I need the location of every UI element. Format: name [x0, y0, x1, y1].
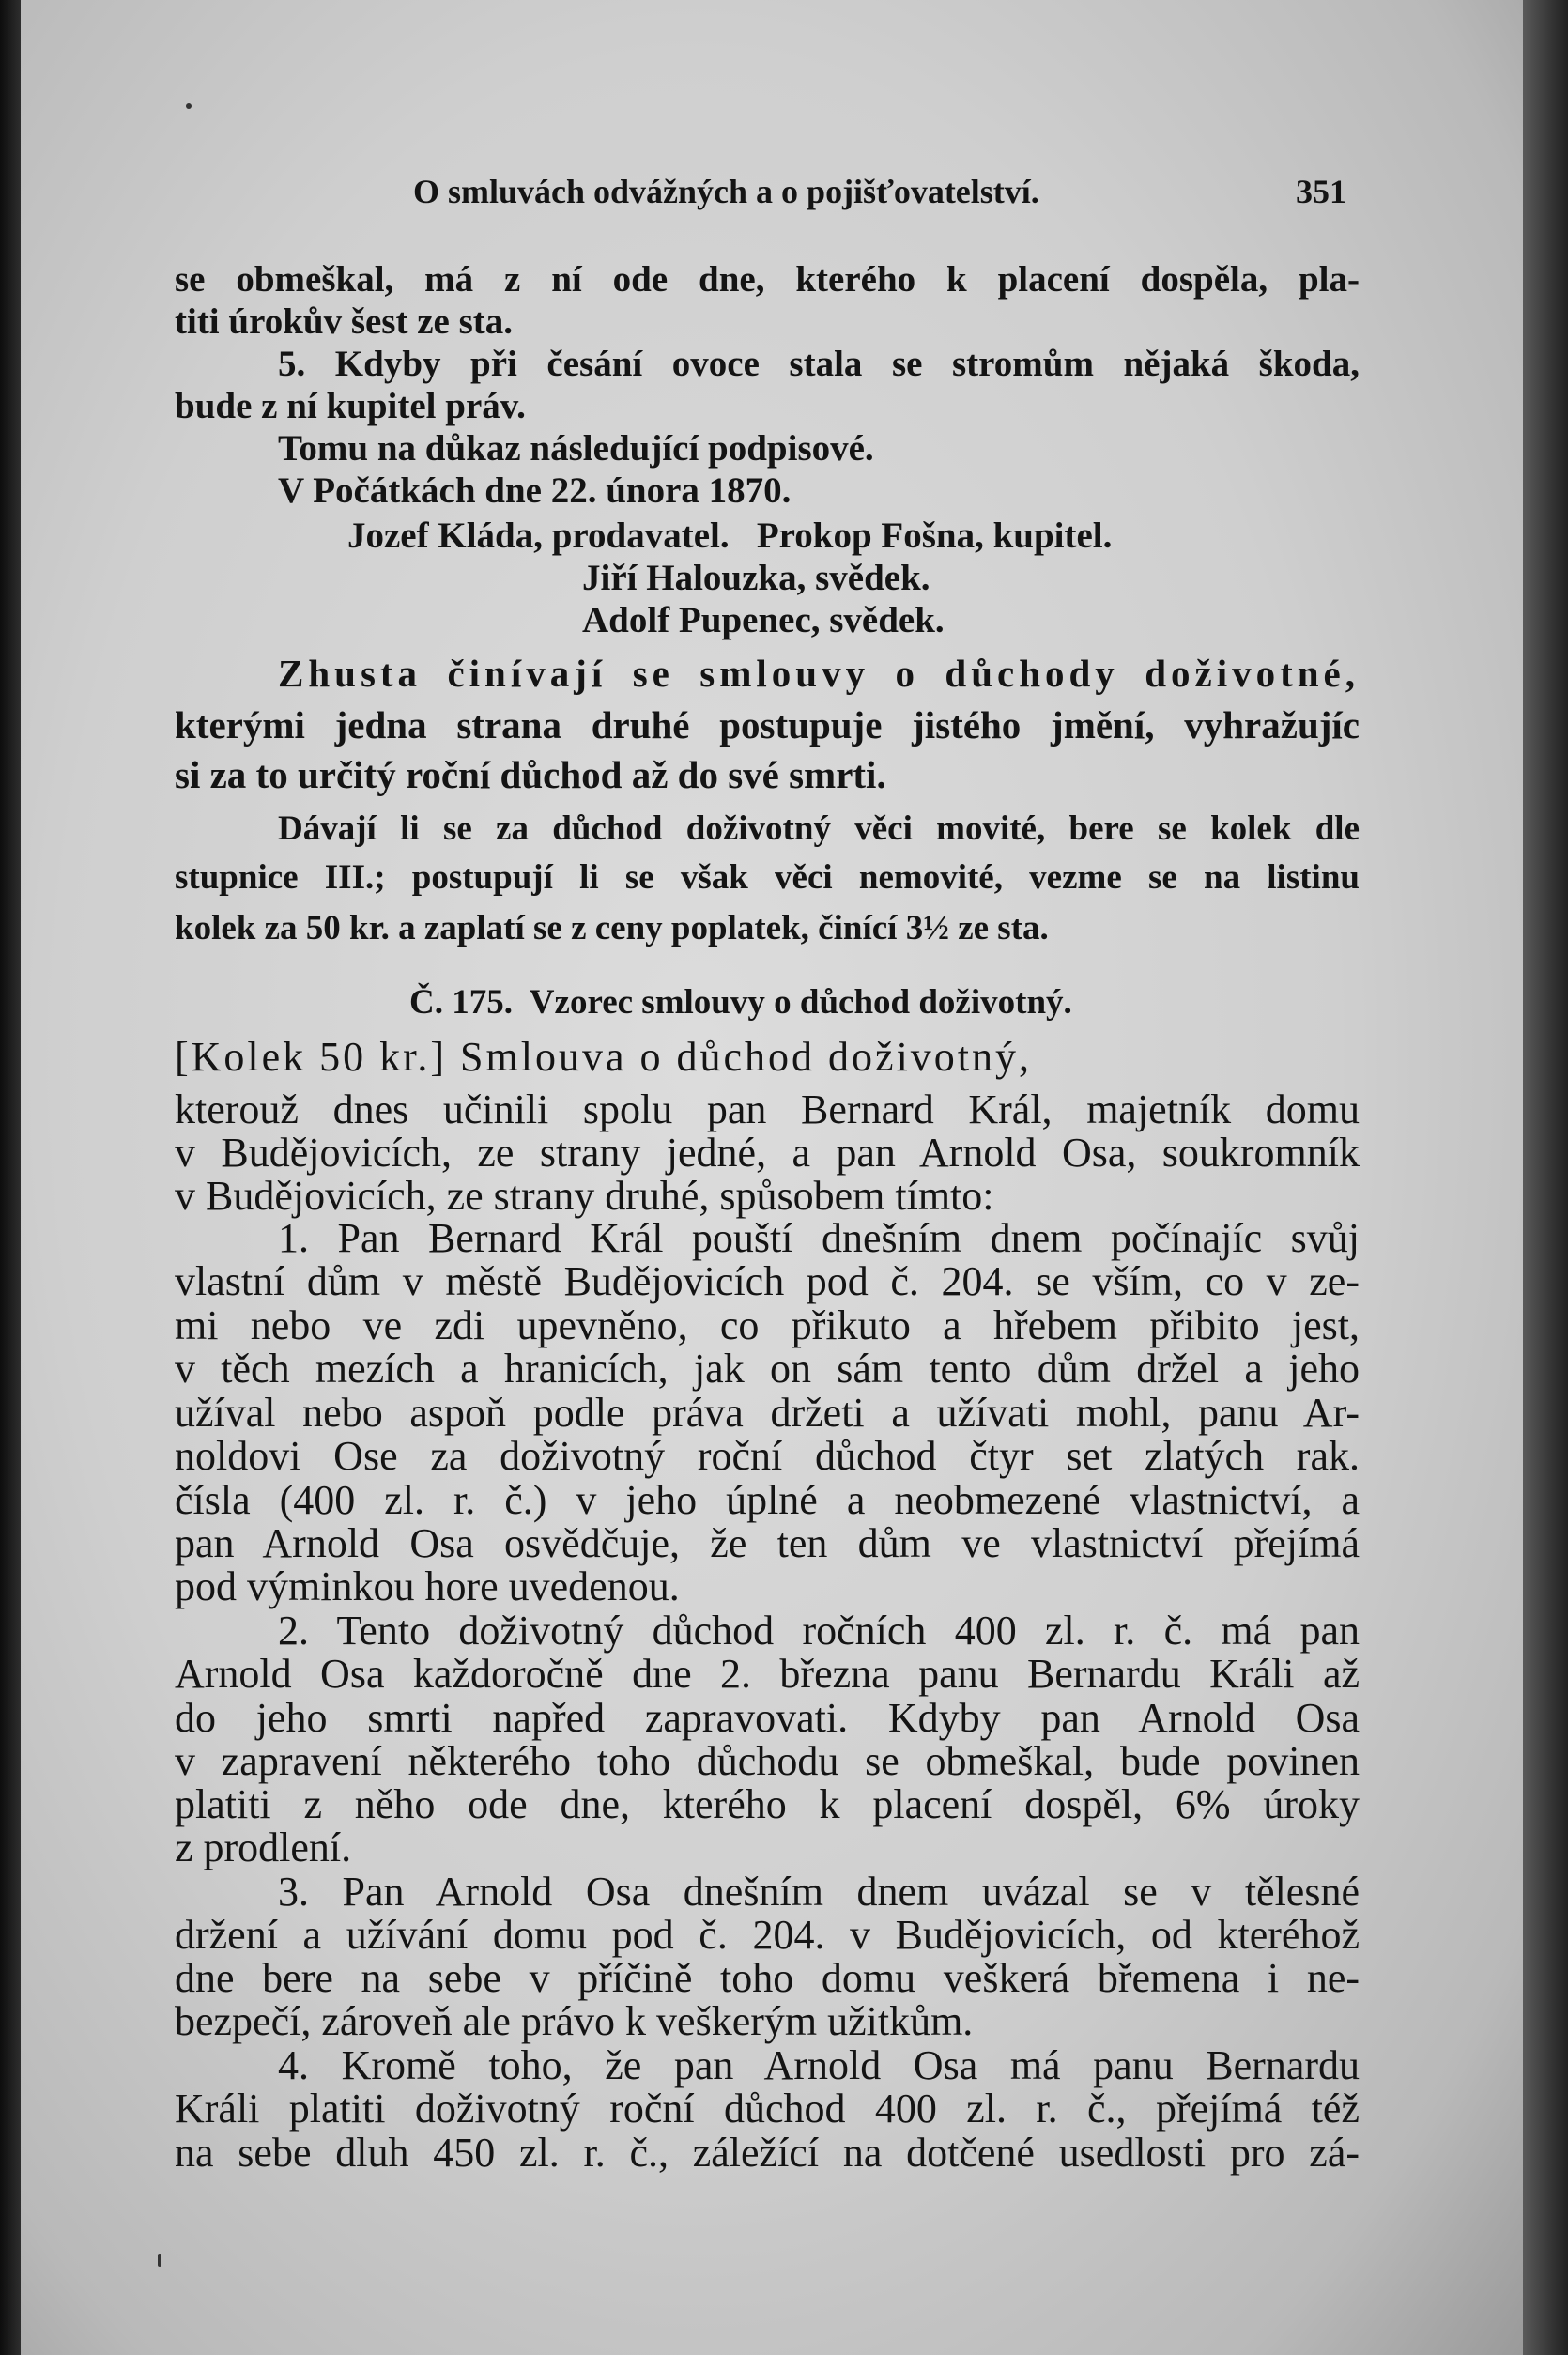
- text-line: si za to určitý roční důchod až do své smrti.: [175, 753, 886, 796]
- text-line: kterouž dnes učinili spolu pan Bernard Král, majetník domu: [175, 1086, 1360, 1132]
- text-line: titi úrokův šest ze sta.: [175, 301, 514, 342]
- text-line: se obmeškal, má z ní ode dne, kterého k placení dospěla, pla-: [175, 259, 1360, 300]
- running-header: O smluvách odvážných a o pojišťovatelství.: [413, 173, 1039, 210]
- text-line: pod výminkou hore uvedenou.: [175, 1563, 680, 1609]
- page-number: 351: [1296, 173, 1346, 210]
- text-line: držení a užívání domu pod č. 204. v Budějovicích, od kteréhož: [175, 1912, 1360, 1958]
- scan-speck: [186, 103, 192, 109]
- scan-speck: [158, 2254, 161, 2267]
- text-line: V Počátkách dne 22. února 1870.: [278, 470, 792, 511]
- text-line: z prodlení.: [175, 1824, 352, 1870]
- text-line: Králi platiti doživotný roční důchod 400 zl. r. č., přejímá též: [175, 2086, 1360, 2132]
- text-line: bezpečí, zároveň ale právo k veškerým užitkům.: [175, 1998, 974, 2044]
- text-line: Zhusta činívají se smlouvy o důchody doživotné,: [278, 652, 1360, 695]
- section-heading: Č. 175. Vzorec smlouvy o důchod doživotný.: [409, 983, 1072, 1022]
- text-line: čísla (400 zl. r. č.) v jeho úplné a neobmezené vlastnictví, a: [175, 1477, 1360, 1523]
- text-line: vlastní dům v městě Budějovicích pod č. 204. se vším, co v ze-: [175, 1258, 1360, 1304]
- note-line: Dávají li se za důchod doživotný věci movité, bere se kolek dle: [278, 809, 1360, 848]
- signature-line: Adolf Pupenec, svědek.: [582, 600, 945, 640]
- text-line: v zapravení některého toho důchodu se obmeškal, bude povinen: [175, 1738, 1360, 1784]
- text-line: 4. Kromě toho, že pan Arnold Osa má panu Bernardu: [278, 2042, 1360, 2088]
- text-line: bude z ní kupitel práv.: [175, 386, 526, 426]
- note-line: stupnice III.; postupují li se však věci nemovité, vezme se na listinu: [175, 858, 1360, 897]
- text-line: noldovi Ose za doživotný roční důchod čtyr set zlatých rak.: [175, 1433, 1360, 1479]
- signature-line: Jozef Kláda, prodavatel. Prokop Fošna, kupitel.: [347, 516, 1113, 556]
- text-line: v těch mezích a hranicích, jak on sám tento dům držel a jeho: [175, 1346, 1360, 1392]
- text-line: do jeho smrti napřed zapravovati. Kdyby pan Arnold Osa: [175, 1695, 1360, 1741]
- text-line: na sebe dluh 450 zl. r. č., záležící na dotčené usedlosti pro zá-: [175, 2130, 1360, 2176]
- text-line: pan Arnold Osa osvědčuje, že ten dům ve vlastnictví přejímá: [175, 1520, 1360, 1566]
- text-line: kterými jedna strana druhé postupuje jistého jmění, vyhražujíc: [175, 703, 1360, 747]
- text-line: mi nebo ve zdi upevněno, co přikuto a hřebem přibito jest,: [175, 1302, 1360, 1348]
- note-line: kolek za 50 kr. a zaplatí se z ceny poplatek, činící 3½ ze sta.: [175, 909, 1049, 947]
- text-line: 2. Tento doživotný důchod ročních 400 zl. r. č. má pan: [278, 1608, 1360, 1654]
- signature-line: Jiří Halouzka, svědek.: [582, 558, 930, 598]
- text-line: 3. Pan Arnold Osa dnešním dnem uvázal se v tělesné: [278, 1869, 1360, 1915]
- text-line: 5. Kdyby při česání ovoce stala se stromům nějaká škoda,: [278, 344, 1360, 384]
- text-line: užíval nebo aspoň podle práva držeti a užívati mohl, panu Ar-: [175, 1390, 1360, 1436]
- text-line: v Budějovicích, ze strany druhé, spůsobem tímto:: [175, 1173, 994, 1219]
- contract-title: [Kolek 50 kr.] Smlouva o důchod doživotný,: [175, 1034, 1033, 1080]
- text-line: Tomu na důkaz následující podpisové.: [278, 428, 874, 469]
- text-line: dne bere na sebe v příčině toho domu veškerá břemena i ne-: [175, 1955, 1360, 2001]
- text-line: Arnold Osa každoročně dne 2. března panu Bernardu Králi až: [175, 1651, 1360, 1697]
- text-line: v Budějovicích, ze strany jedné, a pan Arnold Osa, soukromník: [175, 1130, 1360, 1176]
- text-line: 1. Pan Bernard Král pouští dnešním dnem počínajíc svůj: [278, 1215, 1360, 1261]
- text-line: platiti z něho ode dne, kterého k placení dospěl, 6% úroky: [175, 1781, 1360, 1827]
